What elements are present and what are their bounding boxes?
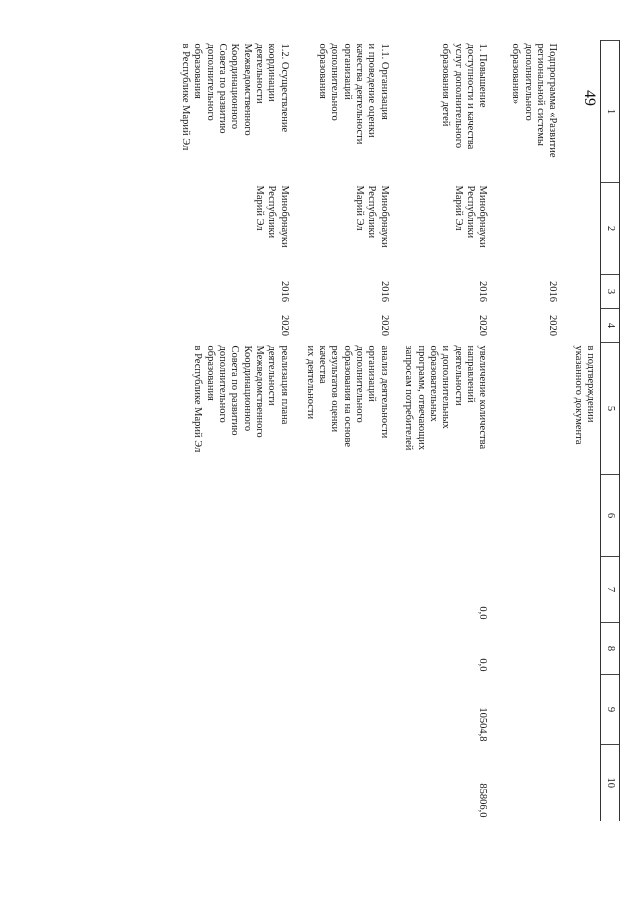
text-line: программ, отвечающих [415,345,427,451]
column-header: 5 [601,343,620,475]
cell-empty [154,623,294,675]
cell-empty [563,745,601,821]
cell-empty [294,745,394,821]
text-line: Марий Эл [452,185,464,231]
cell-event [493,41,563,183]
text-line: Марий Эл [254,185,266,231]
page-number: 49 [581,90,598,106]
cell-event [294,41,394,183]
column-header: 1 [601,41,620,183]
cell-executor [294,183,394,275]
cell-empty [493,623,563,675]
cell-start-year: 2016 [278,281,290,302]
column-header: 4 [601,309,620,343]
text-line: 1. Повышение [477,43,489,108]
cell-executor [493,183,563,275]
text-line: в Республике Марий Эл [192,345,204,453]
cell-empty [493,475,563,557]
cell-event [563,41,601,183]
cell-value: 0,0 [477,606,489,620]
cell-executor [154,183,294,275]
cell-end-year: 2020 [547,315,559,336]
text-line: деятельности [266,345,278,406]
text-line: организаций [366,345,378,402]
cell-empty [563,475,601,557]
column-header: 9 [601,675,620,745]
table-row [294,41,394,821]
cell-result [563,343,601,475]
text-line: Координационного [241,345,253,432]
cell-start-year [563,275,601,309]
text-line: их деятельности [304,345,316,420]
text-line: 1.2. Осуществление [278,43,290,133]
text-line: образования [204,345,216,401]
cell-empty [294,675,394,745]
text-line: Минобрнауки [477,185,489,248]
table-row [563,41,601,821]
text-line: Совета по развитию [217,43,228,134]
cell-result [493,343,563,475]
text-line: Межведомственного [254,345,266,438]
text-line: Координационного [229,43,241,130]
column-header: 10 [601,745,620,821]
text-line: Минобрнауки [278,185,290,248]
text-line: в Республике Марий Эл [179,43,191,151]
cell-empty [154,675,294,745]
cell-empty [493,675,563,745]
rotated-table-area [120,40,620,820]
program-table [154,40,620,821]
text-line: Минобрнауки [378,185,390,248]
text-line: доступности и качества [465,43,477,150]
text-line: образования» [510,43,522,105]
text-line: Марий Эл [354,185,366,231]
cell-end-year: 2020 [477,315,489,336]
text-line: деятельности [254,43,266,104]
text-line: дополнительного [204,43,216,121]
text-line: образования [192,43,204,99]
cell-empty [394,475,493,557]
text-line: указанного документа [572,345,584,445]
header-row [601,41,620,821]
cell-end-year: 2020 [378,315,390,336]
cell-empty [563,557,601,623]
text-line: качества деятельности [354,43,366,145]
cell-result [294,343,394,475]
cell-empty [563,675,601,745]
text-line: Подпрограмма «Развитие [547,43,559,158]
text-line: образования детей [440,43,452,127]
cell-value: 10504,8 [477,707,489,742]
cell-event [154,41,294,183]
cell-empty [563,623,601,675]
column-header: 2 [601,183,620,275]
text-line: деятельности [452,345,464,406]
table-row [154,41,294,821]
text-line: запросам потребителей [403,345,415,451]
cell-empty [493,557,563,623]
text-line: координации [266,43,278,102]
text-line: Республики [266,185,278,239]
text-line: реализация плана [278,345,290,425]
column-header: 6 [601,475,620,557]
cell-empty [154,557,294,623]
text-line: качества [317,345,328,384]
column-header: 8 [601,623,620,675]
text-line: и дополнительных [440,345,452,429]
text-line: Межведомственного [241,43,253,136]
text-line: Республики [366,185,378,239]
text-line: образования [317,43,328,99]
text-line: региональной системы [535,43,547,146]
cell-empty [493,745,563,821]
cell-value: 0,0 [477,658,489,672]
cell-empty [154,475,294,557]
table-row [394,41,493,821]
cell-empty [294,557,394,623]
text-line: 1.1. Организация [378,43,390,120]
cell-end-year [563,309,601,343]
text-line: организаций [341,43,353,100]
text-line: направлений [465,345,477,403]
cell-start-year: 2016 [547,281,559,302]
cell-start-year: 2016 [378,281,390,302]
text-line: Республики [465,185,477,239]
column-header: 7 [601,557,620,623]
text-line: дополнительного [522,43,534,121]
cell-empty [294,623,394,675]
text-line: и проведение оценки [366,43,378,138]
text-line: образовательных [428,345,439,422]
text-line: услуг дополнительного [452,43,464,149]
cell-event [394,41,493,183]
table-row [493,41,563,821]
text-line: Совета по развитию [229,345,241,436]
cell-executor [394,183,493,275]
text-line: результатов оценки [329,345,341,433]
cell-value: 85806,0 [477,783,489,818]
text-line: дополнительного [354,345,366,423]
text-line: образования на основе [341,345,353,448]
text-line: анализ деятельности [378,345,390,439]
text-line: в подтверждении [585,345,596,423]
text-line: дополнительного [329,43,341,121]
cell-empty [294,475,394,557]
cell-end-year: 2020 [278,315,290,336]
text-line: дополнительного [217,345,228,423]
cell-result [394,343,493,475]
cell-start-year: 2016 [477,281,489,302]
cell-executor [563,183,601,275]
column-header: 3 [601,275,620,309]
text-line: увеличение количества [477,345,489,450]
cell-empty [154,745,294,821]
cell-result [154,343,294,475]
